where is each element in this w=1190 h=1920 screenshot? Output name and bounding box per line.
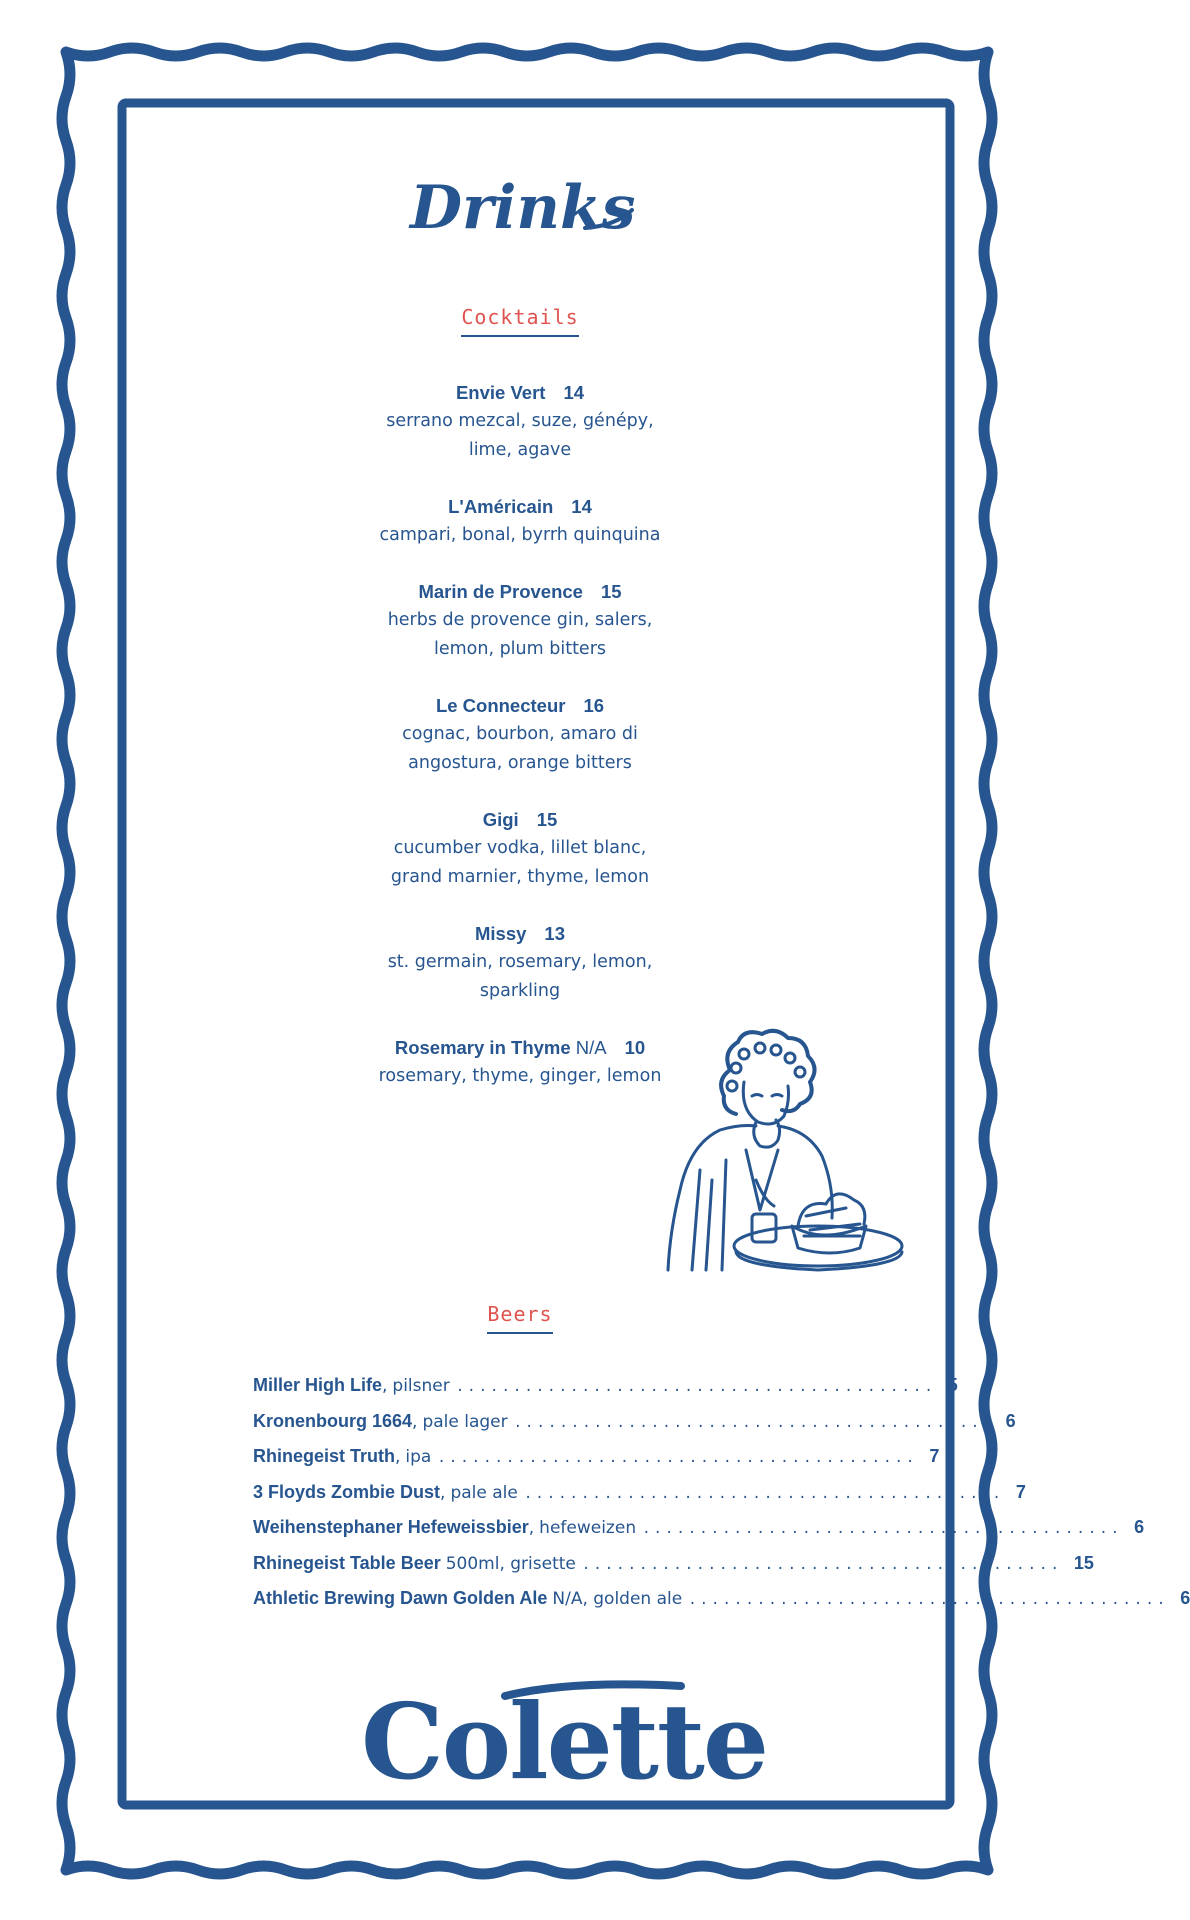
beer-price: 7 <box>1015 1481 1026 1502</box>
cocktail-item <box>0 691 1040 778</box>
beer-price: 15 <box>1073 1552 1094 1573</box>
leader-dots: .......................................... <box>581 1556 1062 1573</box>
beers-heading <box>0 1302 1040 1334</box>
cocktail-description: cucumber vodka, lillet blanc, grand marnier, thyme, lemon <box>390 838 650 887</box>
beer-item: Kronenbourg 1664 , pale lager .......................................... 6 <box>253 1410 1016 1432</box>
cocktails-heading-text: Cocktails <box>461 305 578 337</box>
beer-item: Miller High Life , pilsner .......................................... 5 <box>253 1375 958 1396</box>
cafe-table <box>734 1226 902 1266</box>
cocktail-price: 15 <box>600 581 622 602</box>
leader-dots: .......................................... <box>688 1592 1169 1608</box>
beer-name: 3 Floyds Zombie Dust <box>253 1481 441 1502</box>
cocktail-description: cognac, bourbon, amaro di angostura, orange bitters <box>402 724 638 773</box>
beer-style: ipa <box>405 1447 432 1467</box>
beer-name: Rhinegeist Truth <box>253 1446 396 1466</box>
cocktail-description: rosemary, thyme, ginger, lemon <box>378 1066 662 1086</box>
cocktail-item <box>0 378 1040 465</box>
cocktail-price: 10 <box>624 1037 646 1058</box>
title-text: Drinks <box>410 173 636 243</box>
face <box>743 1082 788 1124</box>
leader-dots: .......................................... <box>437 1450 918 1466</box>
cocktail-price: 14 <box>563 382 585 403</box>
beer-item: 3 Floyds Zombie Dust , pale ale .......................................... 7 <box>253 1481 1026 1503</box>
cocktail-name: Marin de Provence <box>418 581 583 602</box>
beer-item: Weihenstephaner Hefeweissbier , hefeweizen .......................................... 6 <box>253 1517 1145 1538</box>
cocktail-name: Gigi <box>482 809 519 830</box>
beer-style: pale ale <box>450 1482 518 1503</box>
cocktail-price: 13 <box>544 923 565 944</box>
logo-text: Colette <box>361 1680 768 1803</box>
cocktail-price: 15 <box>536 809 558 830</box>
beer-style: N/A, golden ale <box>552 1589 683 1609</box>
beer-style: hefeweizen <box>539 1518 637 1538</box>
beer-price: 5 <box>947 1375 958 1395</box>
cocktail-name: L'Américain <box>448 496 554 517</box>
beer-price: 7 <box>929 1446 940 1466</box>
cocktails-heading <box>0 305 1040 337</box>
beer-name: Kronenbourg 1664 <box>253 1410 413 1431</box>
beer-item <box>253 1552 1094 1589</box>
beer-style: 500ml, grisette <box>445 1553 576 1574</box>
cocktail-suffix: N/A <box>575 1037 607 1058</box>
jacket <box>668 1126 832 1271</box>
cocktail-item <box>0 492 1040 550</box>
beer-name: Rhinegeist Table Beer <box>253 1552 441 1573</box>
cocktail-price: 16 <box>583 695 605 716</box>
leader-dots: .......................................... <box>513 1414 994 1431</box>
beer-style: pilsner <box>392 1376 450 1396</box>
cocktail-name: Le Connecteur <box>435 695 566 716</box>
beer-style: pale lager <box>422 1411 508 1432</box>
cocktail-item <box>0 805 1040 892</box>
colette-logo <box>355 1660 768 1810</box>
cocktail-description: herbs de provence gin, salers, lemon, plum bitters <box>387 610 653 659</box>
cocktail-item <box>0 919 1040 1006</box>
cocktail-description: st. germain, rosemary, lemon, sparkling <box>387 952 653 1001</box>
beer-name: Athletic Brewing Dawn Golden Ale <box>253 1588 548 1608</box>
menu-title <box>0 160 1040 270</box>
cocktail-price: 14 <box>571 496 592 517</box>
beer-price: 6 <box>1180 1588 1190 1608</box>
beer-name: Weihenstephaner Hefeweissbier <box>253 1517 529 1537</box>
beer-list <box>253 1375 1190 1624</box>
bread-basket <box>792 1226 866 1253</box>
cocktail-description: campari, bonal, byrrh quinquina <box>379 525 661 545</box>
cocktail-description: serrano mezcal, suze, génépy, lime, agave <box>386 411 654 460</box>
beer-price: 6 <box>1134 1517 1145 1537</box>
cocktail-name: Missy <box>475 923 527 944</box>
drinks-hand-lettered-title <box>400 160 640 250</box>
woman-at-cafe-table-illustration <box>660 1030 900 1300</box>
beers-heading-text: Beers <box>487 1302 552 1334</box>
beer-price: 6 <box>1005 1410 1016 1431</box>
beer-item: Rhinegeist Truth , ipa .......................................... 7 <box>253 1446 940 1467</box>
cocktail-item <box>0 577 1040 664</box>
cocktail-list <box>0 378 1040 1118</box>
beer-name: Miller High Life <box>253 1375 383 1395</box>
beer-item <box>253 1588 1190 1624</box>
cocktail-name: Rosemary in Thyme <box>394 1037 571 1058</box>
leader-dots: .......................................... <box>455 1379 936 1395</box>
cocktail-name: Envie Vert <box>455 382 546 403</box>
leader-dots: .......................................... <box>642 1521 1123 1537</box>
leader-dots: .......................................... <box>523 1485 1004 1502</box>
